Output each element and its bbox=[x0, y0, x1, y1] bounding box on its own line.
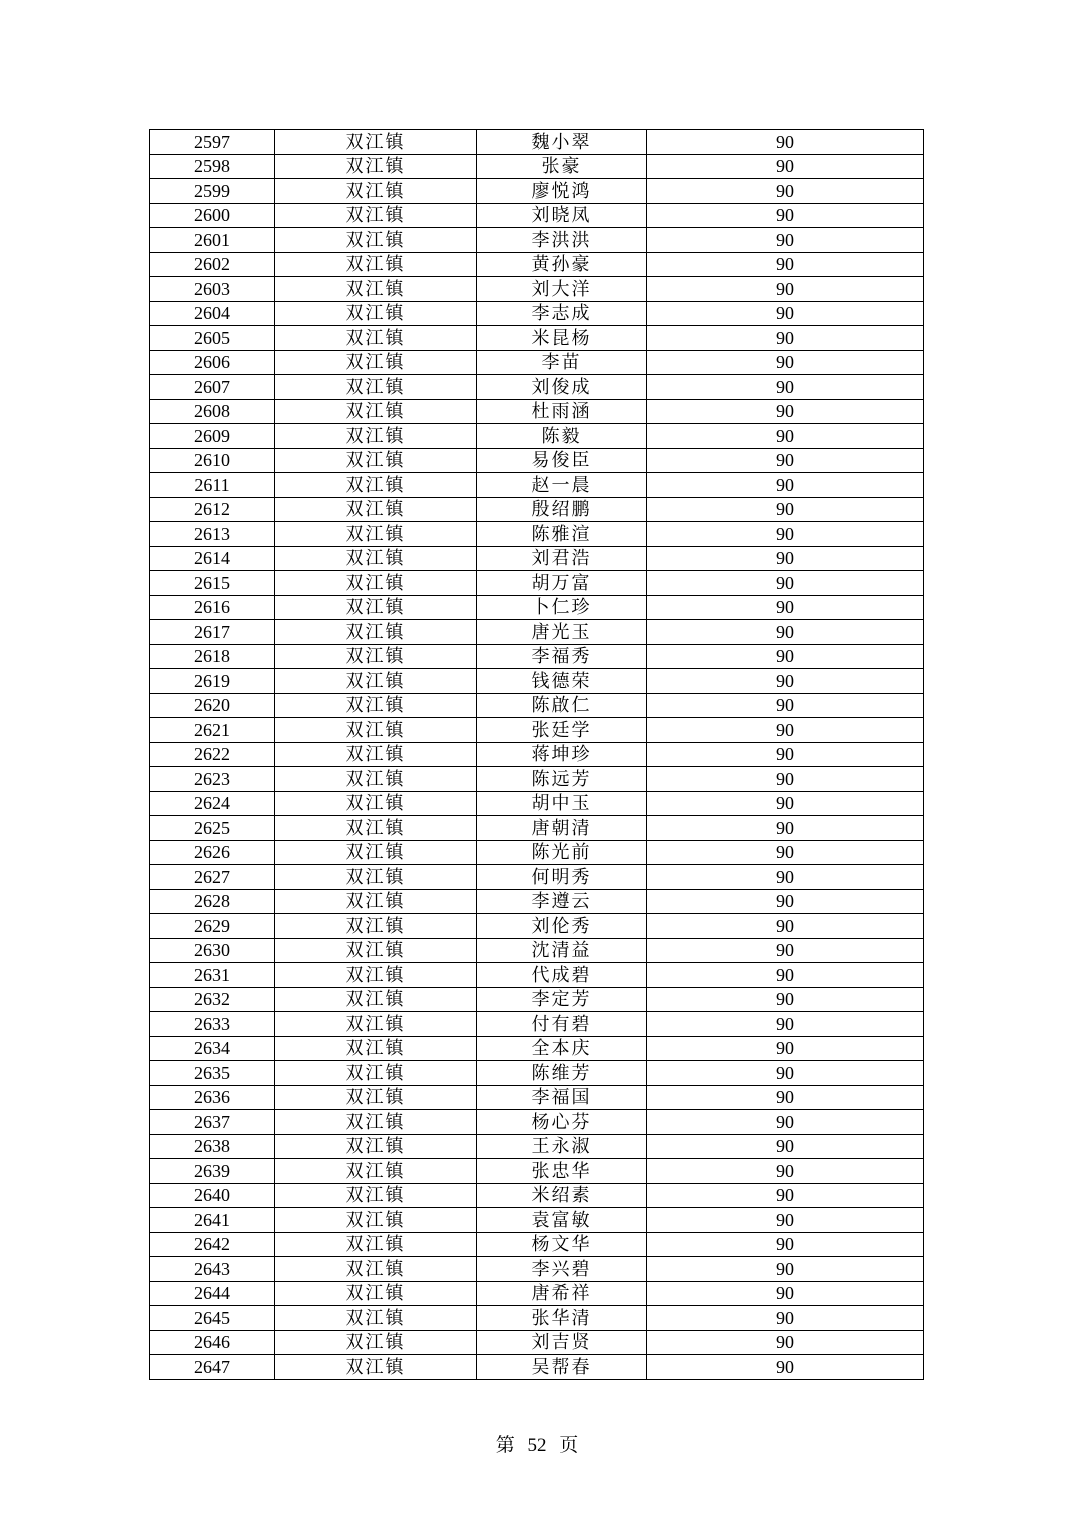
cell-serial-number: 2637 bbox=[150, 1110, 275, 1135]
cell-serial-number: 2642 bbox=[150, 1232, 275, 1257]
cell-town: 双江镇 bbox=[275, 620, 477, 645]
cell-person-name: 殷绍鹏 bbox=[477, 497, 647, 522]
cell-serial-number: 2607 bbox=[150, 375, 275, 400]
table-row bbox=[150, 228, 924, 253]
cell-person-name: 李遵云 bbox=[477, 889, 647, 914]
cell-serial-number: 2626 bbox=[150, 840, 275, 865]
table-row bbox=[150, 399, 924, 424]
cell-score: 90 bbox=[647, 277, 924, 302]
cell-town: 双江镇 bbox=[275, 1061, 477, 1086]
cell-score: 90 bbox=[647, 350, 924, 375]
cell-score: 90 bbox=[647, 1085, 924, 1110]
cell-person-name: 全本庆 bbox=[477, 1036, 647, 1061]
cell-town: 双江镇 bbox=[275, 1281, 477, 1306]
cell-town: 双江镇 bbox=[275, 179, 477, 204]
cell-score: 90 bbox=[647, 375, 924, 400]
page-number: 52 bbox=[527, 1435, 547, 1456]
cell-person-name: 王永淑 bbox=[477, 1134, 647, 1159]
cell-serial-number: 2625 bbox=[150, 816, 275, 841]
cell-serial-number: 2645 bbox=[150, 1306, 275, 1331]
cell-person-name: 陈雅渲 bbox=[477, 522, 647, 547]
cell-town: 双江镇 bbox=[275, 1330, 477, 1355]
cell-serial-number: 2631 bbox=[150, 963, 275, 988]
table-row bbox=[150, 1330, 924, 1355]
cell-town: 双江镇 bbox=[275, 497, 477, 522]
table-row bbox=[150, 644, 924, 669]
cell-town: 双江镇 bbox=[275, 301, 477, 326]
cell-person-name: 李兴碧 bbox=[477, 1257, 647, 1282]
cell-serial-number: 2604 bbox=[150, 301, 275, 326]
cell-person-name: 米绍素 bbox=[477, 1183, 647, 1208]
cell-score: 90 bbox=[647, 179, 924, 204]
cell-serial-number: 2597 bbox=[150, 130, 275, 155]
cell-person-name: 吴帮春 bbox=[477, 1355, 647, 1380]
cell-serial-number: 2643 bbox=[150, 1257, 275, 1282]
cell-town: 双江镇 bbox=[275, 473, 477, 498]
cell-score: 90 bbox=[647, 1257, 924, 1282]
cell-person-name: 李志成 bbox=[477, 301, 647, 326]
cell-person-name: 魏小翠 bbox=[477, 130, 647, 155]
cell-person-name: 何明秀 bbox=[477, 865, 647, 890]
cell-serial-number: 2618 bbox=[150, 644, 275, 669]
cell-serial-number: 2609 bbox=[150, 424, 275, 449]
cell-person-name: 李定芳 bbox=[477, 987, 647, 1012]
table-row bbox=[150, 889, 924, 914]
cell-score: 90 bbox=[647, 497, 924, 522]
table-row bbox=[150, 1208, 924, 1233]
cell-score: 90 bbox=[647, 840, 924, 865]
cell-serial-number: 2611 bbox=[150, 473, 275, 498]
cell-score: 90 bbox=[647, 963, 924, 988]
cell-score: 90 bbox=[647, 1110, 924, 1135]
cell-town: 双江镇 bbox=[275, 987, 477, 1012]
table-row bbox=[150, 522, 924, 547]
cell-town: 双江镇 bbox=[275, 1208, 477, 1233]
cell-person-name: 袁富敏 bbox=[477, 1208, 647, 1233]
cell-score: 90 bbox=[647, 767, 924, 792]
table-row bbox=[150, 595, 924, 620]
cell-serial-number: 2640 bbox=[150, 1183, 275, 1208]
cell-score: 90 bbox=[647, 1306, 924, 1331]
table-row bbox=[150, 816, 924, 841]
table-row bbox=[150, 742, 924, 767]
cell-person-name: 刘伦秀 bbox=[477, 914, 647, 939]
cell-score: 90 bbox=[647, 889, 924, 914]
table-row bbox=[150, 693, 924, 718]
table-row bbox=[150, 1061, 924, 1086]
cell-serial-number: 2605 bbox=[150, 326, 275, 351]
cell-person-name: 张豪 bbox=[477, 154, 647, 179]
table-row bbox=[150, 546, 924, 571]
cell-person-name: 陈光前 bbox=[477, 840, 647, 865]
cell-town: 双江镇 bbox=[275, 742, 477, 767]
cell-town: 双江镇 bbox=[275, 228, 477, 253]
cell-town: 双江镇 bbox=[275, 938, 477, 963]
cell-person-name: 钱德荣 bbox=[477, 669, 647, 694]
footer-prefix: 第 bbox=[495, 1435, 515, 1456]
cell-score: 90 bbox=[647, 1183, 924, 1208]
table-row bbox=[150, 1159, 924, 1184]
cell-town: 双江镇 bbox=[275, 448, 477, 473]
cell-town: 双江镇 bbox=[275, 1183, 477, 1208]
cell-score: 90 bbox=[647, 473, 924, 498]
cell-score: 90 bbox=[647, 938, 924, 963]
cell-serial-number: 2621 bbox=[150, 718, 275, 743]
cell-score: 90 bbox=[647, 301, 924, 326]
cell-person-name: 刘吉贤 bbox=[477, 1330, 647, 1355]
cell-town: 双江镇 bbox=[275, 718, 477, 743]
cell-serial-number: 2647 bbox=[150, 1355, 275, 1380]
cell-person-name: 李福国 bbox=[477, 1085, 647, 1110]
cell-score: 90 bbox=[647, 816, 924, 841]
table-row bbox=[150, 938, 924, 963]
cell-score: 90 bbox=[647, 595, 924, 620]
cell-score: 90 bbox=[647, 644, 924, 669]
cell-score: 90 bbox=[647, 620, 924, 645]
cell-person-name: 杨心芬 bbox=[477, 1110, 647, 1135]
cell-town: 双江镇 bbox=[275, 816, 477, 841]
cell-person-name: 陈毅 bbox=[477, 424, 647, 449]
cell-score: 90 bbox=[647, 669, 924, 694]
cell-town: 双江镇 bbox=[275, 889, 477, 914]
table-row bbox=[150, 767, 924, 792]
cell-person-name: 陈维芳 bbox=[477, 1061, 647, 1086]
cell-town: 双江镇 bbox=[275, 252, 477, 277]
cell-serial-number: 2599 bbox=[150, 179, 275, 204]
table-row bbox=[150, 865, 924, 890]
cell-town: 双江镇 bbox=[275, 791, 477, 816]
cell-town: 双江镇 bbox=[275, 203, 477, 228]
table-row bbox=[150, 203, 924, 228]
cell-score: 90 bbox=[647, 791, 924, 816]
cell-score: 90 bbox=[647, 154, 924, 179]
cell-serial-number: 2634 bbox=[150, 1036, 275, 1061]
table-row bbox=[150, 914, 924, 939]
table-row bbox=[150, 620, 924, 645]
cell-serial-number: 2639 bbox=[150, 1159, 275, 1184]
cell-town: 双江镇 bbox=[275, 154, 477, 179]
cell-town: 双江镇 bbox=[275, 669, 477, 694]
cell-serial-number: 2624 bbox=[150, 791, 275, 816]
table-row bbox=[150, 1085, 924, 1110]
cell-serial-number: 2622 bbox=[150, 742, 275, 767]
cell-town: 双江镇 bbox=[275, 571, 477, 596]
cell-serial-number: 2617 bbox=[150, 620, 275, 645]
cell-person-name: 卜仁珍 bbox=[477, 595, 647, 620]
table-row bbox=[150, 791, 924, 816]
cell-town: 双江镇 bbox=[275, 595, 477, 620]
cell-score: 90 bbox=[647, 228, 924, 253]
cell-town: 双江镇 bbox=[275, 644, 477, 669]
cell-serial-number: 2600 bbox=[150, 203, 275, 228]
cell-score: 90 bbox=[647, 1232, 924, 1257]
cell-serial-number: 2641 bbox=[150, 1208, 275, 1233]
cell-town: 双江镇 bbox=[275, 693, 477, 718]
cell-serial-number: 2646 bbox=[150, 1330, 275, 1355]
cell-person-name: 杨文华 bbox=[477, 1232, 647, 1257]
cell-person-name: 杜雨涵 bbox=[477, 399, 647, 424]
cell-town: 双江镇 bbox=[275, 546, 477, 571]
cell-serial-number: 2635 bbox=[150, 1061, 275, 1086]
cell-town: 双江镇 bbox=[275, 424, 477, 449]
cell-town: 双江镇 bbox=[275, 1306, 477, 1331]
cell-score: 90 bbox=[647, 448, 924, 473]
table-row bbox=[150, 179, 924, 204]
table-row bbox=[150, 154, 924, 179]
table-row bbox=[150, 301, 924, 326]
table-row bbox=[150, 350, 924, 375]
table-row bbox=[150, 473, 924, 498]
table-row bbox=[150, 1355, 924, 1380]
cell-serial-number: 2610 bbox=[150, 448, 275, 473]
cell-town: 双江镇 bbox=[275, 914, 477, 939]
cell-person-name: 李福秀 bbox=[477, 644, 647, 669]
cell-score: 90 bbox=[647, 865, 924, 890]
cell-town: 双江镇 bbox=[275, 767, 477, 792]
cell-score: 90 bbox=[647, 1208, 924, 1233]
cell-score: 90 bbox=[647, 987, 924, 1012]
cell-score: 90 bbox=[647, 1134, 924, 1159]
cell-person-name: 刘君浩 bbox=[477, 546, 647, 571]
cell-town: 双江镇 bbox=[275, 1355, 477, 1380]
cell-person-name: 廖悦鸿 bbox=[477, 179, 647, 204]
cell-serial-number: 2636 bbox=[150, 1085, 275, 1110]
table-row bbox=[150, 130, 924, 155]
cell-person-name: 黄孙豪 bbox=[477, 252, 647, 277]
table-row bbox=[150, 669, 924, 694]
cell-score: 90 bbox=[647, 546, 924, 571]
cell-person-name: 付有碧 bbox=[477, 1012, 647, 1037]
table-row bbox=[150, 1257, 924, 1282]
table-row bbox=[150, 987, 924, 1012]
cell-person-name: 刘大洋 bbox=[477, 277, 647, 302]
cell-serial-number: 2612 bbox=[150, 497, 275, 522]
cell-person-name: 李苗 bbox=[477, 350, 647, 375]
cell-town: 双江镇 bbox=[275, 277, 477, 302]
cell-person-name: 沈清益 bbox=[477, 938, 647, 963]
cell-serial-number: 2627 bbox=[150, 865, 275, 890]
cell-person-name: 张忠华 bbox=[477, 1159, 647, 1184]
cell-serial-number: 2613 bbox=[150, 522, 275, 547]
table-row bbox=[150, 1306, 924, 1331]
cell-town: 双江镇 bbox=[275, 130, 477, 155]
cell-score: 90 bbox=[647, 252, 924, 277]
roster-table bbox=[149, 129, 924, 1380]
table-row bbox=[150, 424, 924, 449]
cell-town: 双江镇 bbox=[275, 1012, 477, 1037]
cell-score: 90 bbox=[647, 1281, 924, 1306]
cell-serial-number: 2598 bbox=[150, 154, 275, 179]
cell-score: 90 bbox=[647, 914, 924, 939]
cell-person-name: 刘晓凤 bbox=[477, 203, 647, 228]
cell-score: 90 bbox=[647, 1159, 924, 1184]
cell-town: 双江镇 bbox=[275, 1159, 477, 1184]
cell-serial-number: 2614 bbox=[150, 546, 275, 571]
table-row bbox=[150, 1232, 924, 1257]
cell-town: 双江镇 bbox=[275, 326, 477, 351]
cell-score: 90 bbox=[647, 571, 924, 596]
cell-person-name: 易俊臣 bbox=[477, 448, 647, 473]
cell-person-name: 胡万富 bbox=[477, 571, 647, 596]
cell-town: 双江镇 bbox=[275, 963, 477, 988]
cell-person-name: 胡中玉 bbox=[477, 791, 647, 816]
cell-town: 双江镇 bbox=[275, 1110, 477, 1135]
cell-serial-number: 2633 bbox=[150, 1012, 275, 1037]
cell-town: 双江镇 bbox=[275, 1232, 477, 1257]
cell-score: 90 bbox=[647, 522, 924, 547]
cell-serial-number: 2629 bbox=[150, 914, 275, 939]
cell-person-name: 刘俊成 bbox=[477, 375, 647, 400]
table-row bbox=[150, 1134, 924, 1159]
cell-town: 双江镇 bbox=[275, 1134, 477, 1159]
table-row bbox=[150, 497, 924, 522]
cell-score: 90 bbox=[647, 1012, 924, 1037]
cell-person-name: 陈远芳 bbox=[477, 767, 647, 792]
table-row bbox=[150, 963, 924, 988]
table-row bbox=[150, 448, 924, 473]
cell-person-name: 米昆杨 bbox=[477, 326, 647, 351]
page-footer bbox=[0, 1430, 1074, 1457]
table-row bbox=[150, 1183, 924, 1208]
cell-serial-number: 2628 bbox=[150, 889, 275, 914]
cell-score: 90 bbox=[647, 718, 924, 743]
cell-town: 双江镇 bbox=[275, 1036, 477, 1061]
cell-person-name: 陈啟仁 bbox=[477, 693, 647, 718]
table-row bbox=[150, 1281, 924, 1306]
cell-town: 双江镇 bbox=[275, 375, 477, 400]
cell-town: 双江镇 bbox=[275, 1257, 477, 1282]
cell-serial-number: 2608 bbox=[150, 399, 275, 424]
cell-score: 90 bbox=[647, 1061, 924, 1086]
cell-serial-number: 2616 bbox=[150, 595, 275, 620]
cell-person-name: 蒋坤珍 bbox=[477, 742, 647, 767]
cell-serial-number: 2630 bbox=[150, 938, 275, 963]
cell-score: 90 bbox=[647, 399, 924, 424]
cell-serial-number: 2615 bbox=[150, 571, 275, 596]
cell-score: 90 bbox=[647, 1355, 924, 1380]
cell-person-name: 张华清 bbox=[477, 1306, 647, 1331]
cell-person-name: 张廷学 bbox=[477, 718, 647, 743]
cell-person-name: 李洪洪 bbox=[477, 228, 647, 253]
cell-town: 双江镇 bbox=[275, 840, 477, 865]
cell-score: 90 bbox=[647, 742, 924, 767]
table-row bbox=[150, 840, 924, 865]
cell-person-name: 唐希祥 bbox=[477, 1281, 647, 1306]
cell-town: 双江镇 bbox=[275, 865, 477, 890]
cell-score: 90 bbox=[647, 203, 924, 228]
cell-town: 双江镇 bbox=[275, 399, 477, 424]
cell-score: 90 bbox=[647, 424, 924, 449]
cell-score: 90 bbox=[647, 1330, 924, 1355]
table-row bbox=[150, 1012, 924, 1037]
cell-score: 90 bbox=[647, 693, 924, 718]
cell-serial-number: 2632 bbox=[150, 987, 275, 1012]
table-row bbox=[150, 571, 924, 596]
cell-serial-number: 2602 bbox=[150, 252, 275, 277]
cell-score: 90 bbox=[647, 326, 924, 351]
roster-table-body bbox=[150, 130, 924, 1380]
table-row bbox=[150, 718, 924, 743]
cell-town: 双江镇 bbox=[275, 350, 477, 375]
table-row bbox=[150, 252, 924, 277]
cell-serial-number: 2623 bbox=[150, 767, 275, 792]
cell-score: 90 bbox=[647, 1036, 924, 1061]
cell-serial-number: 2620 bbox=[150, 693, 275, 718]
table-row bbox=[150, 1036, 924, 1061]
table-row bbox=[150, 1110, 924, 1135]
cell-serial-number: 2606 bbox=[150, 350, 275, 375]
cell-serial-number: 2644 bbox=[150, 1281, 275, 1306]
cell-town: 双江镇 bbox=[275, 522, 477, 547]
table-row bbox=[150, 277, 924, 302]
table-row bbox=[150, 375, 924, 400]
cell-serial-number: 2603 bbox=[150, 277, 275, 302]
cell-person-name: 唐光玉 bbox=[477, 620, 647, 645]
cell-person-name: 唐朝清 bbox=[477, 816, 647, 841]
footer-suffix: 页 bbox=[559, 1435, 579, 1456]
cell-serial-number: 2619 bbox=[150, 669, 275, 694]
cell-person-name: 代成碧 bbox=[477, 963, 647, 988]
cell-person-name: 赵一晨 bbox=[477, 473, 647, 498]
table-row bbox=[150, 326, 924, 351]
cell-town: 双江镇 bbox=[275, 1085, 477, 1110]
cell-serial-number: 2638 bbox=[150, 1134, 275, 1159]
cell-serial-number: 2601 bbox=[150, 228, 275, 253]
cell-score: 90 bbox=[647, 130, 924, 155]
